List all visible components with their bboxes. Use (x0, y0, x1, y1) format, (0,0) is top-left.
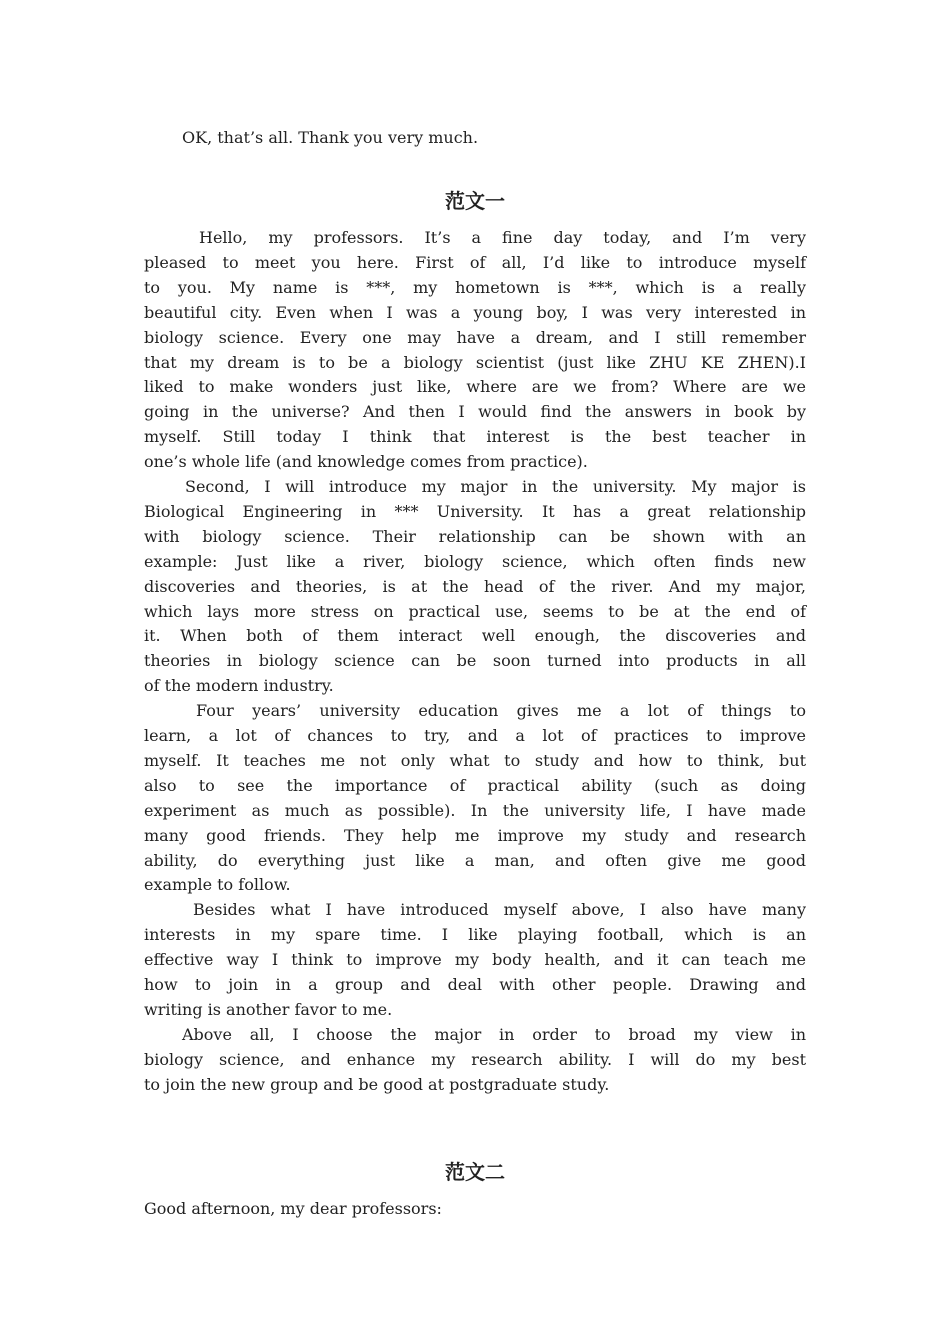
essay1-line: interests in my spare time. I like playing football, which is an (144, 925, 806, 944)
essay1-line: example to follow. (144, 875, 291, 894)
essay1-line: to you. My name is ***, my hometown is ***, which is a really (144, 278, 806, 297)
essay1-line: with biology science. Their relationship can be shown with an (144, 527, 806, 546)
essay1-line: writing is another favor to me. (144, 1000, 393, 1019)
essay2-opening: Good afternoon, my dear professors: (144, 1199, 442, 1218)
essay1-line: going in the universe? And then I would find the answers in book by (144, 402, 806, 421)
essay1-line: learn, a lot of chances to try, and a lot of practices to improve (144, 726, 806, 745)
essay1-line: Second, I will introduce my major in the university. My major is (185, 477, 806, 496)
essay1-line: it. When both of them interact well enough, the discoveries and (144, 626, 806, 645)
essay1-line: myself. It teaches me not only what to study and how to think, but (144, 751, 806, 770)
closing-line: OK, that’s all. Thank you very much. (182, 128, 479, 147)
essay1-line: ability, do everything just like a man, and often give me good (144, 851, 806, 870)
essay1-line: to join the new group and be good at postgraduate study. (144, 1075, 610, 1094)
essay1-line: theories in biology science can be soon turned into products in all (144, 651, 806, 670)
essay2-title: 范文二 (445, 1160, 505, 1184)
essay1-line: Besides what I have introduced myself above, I also have many (193, 900, 806, 919)
essay1-title: 范文一 (445, 189, 505, 213)
essay1-line: liked to make wonders just like, where are we from? Where are we (144, 377, 806, 396)
essay1-line: that my dream is to be a biology scientist (just like ZHU KE ZHEN).I (144, 353, 806, 372)
essay1-line: Hello, my professors. It’s a fine day today, and I’m very (199, 228, 806, 247)
essay1-line: effective way I think to improve my body health, and it can teach me (144, 950, 806, 969)
essay1-line: biology science, and enhance my research ability. I will do my best (144, 1050, 806, 1069)
essay1-line: how to join in a group and deal with other people. Drawing and (144, 975, 806, 994)
essay1-line: example: Just like a river, biology science, which often finds new (144, 552, 806, 571)
essay1-line: one’s whole life (and knowledge comes from practice). (144, 452, 588, 471)
essay1-line: biology science. Every one may have a dream, and I still remember (144, 328, 806, 347)
essay1-line: many good friends. They help me improve my study and research (144, 826, 806, 845)
essay1-line: which lays more stress on practical use, seems to be at the end of (144, 602, 806, 621)
essay1-line: also to see the importance of practical ability (such as doing (144, 776, 806, 795)
essay1-line: myself. Still today I think that interest is the best teacher in (144, 427, 806, 446)
essay1-line: pleased to meet you here. First of all, I’d like to introduce myself (144, 253, 806, 272)
essay1-line: Four years’ university education gives me a lot of things to (196, 701, 806, 720)
essay1-line: Above all, I choose the major in order to broad my view in (182, 1025, 806, 1044)
essay1-line: Biological Engineering in *** University. It has a great relationship (144, 502, 806, 521)
essay1-line: of the modern industry. (144, 676, 334, 695)
essay1-line: beautiful city. Even when I was a young boy, I was very interested in (144, 303, 806, 322)
essay1-line: experiment as much as possible). In the university life, I have made (144, 801, 806, 820)
essay1-line: discoveries and theories, is at the head of the river. And my major, (144, 577, 806, 596)
